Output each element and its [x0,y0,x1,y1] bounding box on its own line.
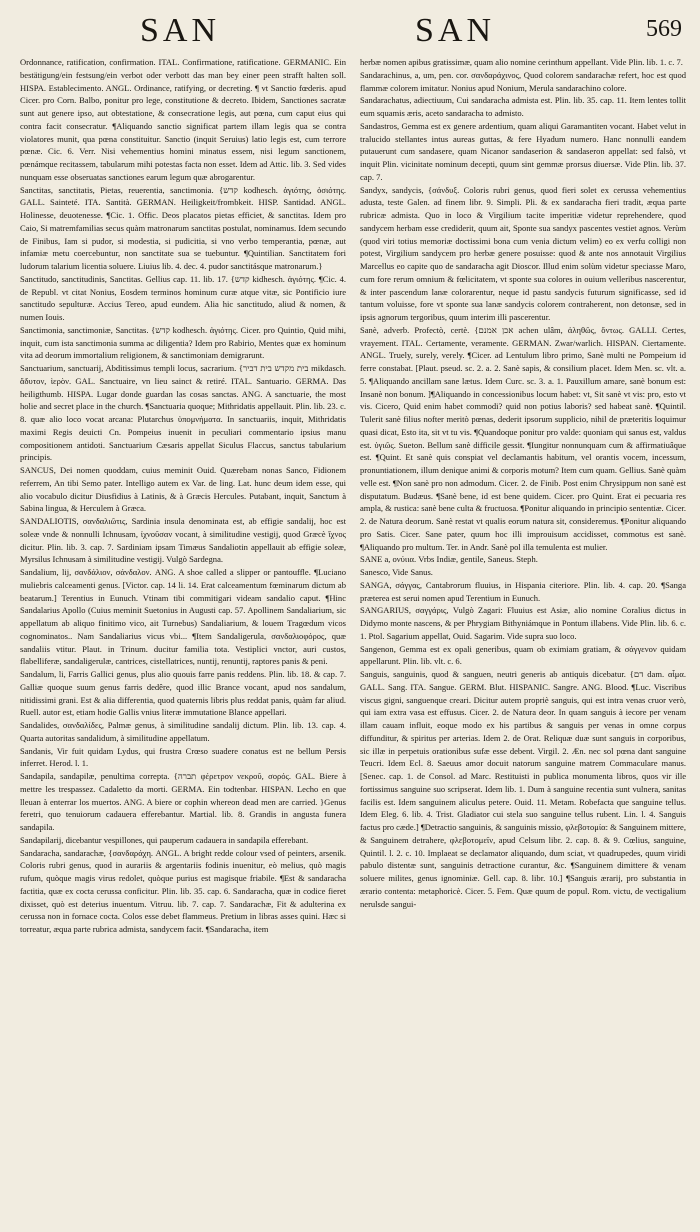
dictionary-entry: SANDALIOTIS, σανδαλιῶτις, Sardinia insula denominata est, ab effigie sandalij, hoc est soleæ vnde & nonnulli Ichnusam, ἰχνοῦσαν vocant, à similitudine vestigij, quod Græcè ἴχνος dicitur. Plin. lib. 3. cap. 7. Sardiniam ipsam Timæus Sandaliotin appellauit ab effigie soleæ, Myrsilus Ichnusam à similitudine vestigij. Vulgò Sardegna. [20,516,346,565]
left-column [20,56,346,1228]
dictionary-entry: Sandastros, Gemma est ex genere ardentium, quam aliqui Garamantiten vocant. Habet velut in tralucido stellantes intus aureas guttas, & fere Hyadum numero. Hanc nonnulli eandem putauerunt cum sandasere, quam Nicanor sandaserion & sandaseron appellat: sed falsò, vt inquit Plin. vicinitate nominum decepti, quum sint gemmæ prorsus diuersæ. Vide Plin. lib. 37. cap. 7. [360,120,686,182]
dictionary-entry: Sandapilarij, dicebantur vespillones, qui pauperum cadauera in sandapila efferebant. [20,834,309,845]
two-column-body [20,56,686,1228]
dictionary-entry: Sanctitudo, sanctitudinis, Sanctitas. Gellius cap. 11. lib. 17. {קדש kidhesch. ἁγιότης. ¶Cic. 4. de Republ. vt citat Nonius, Eosdem terminos hominum curæ atque vitæ, sic Pontificio iure sanctitudo sepulturæ. Accius Tereo, apud eundem. Alia hic sanctitudo, aliud & nomen, & numen Iouis. [20,273,346,322]
dictionary-entry: Sandalum, li, Farris Gallici genus, plus alio quouis farre panis reddens. Plin. lib. 18. & cap. 7. Galliæ quoque suum genus farris dedêre, quod illic Brance vocant, apud nos sandalum, nitidissimi grani. Est & alia differentia, quod quaternis libris plus reddat panis, quàm far aliud. Ruell. autor est, etiam hodie Gallis vnius literæ immutatione Blance appellari. [20,669,346,718]
dictionary-entry: SANCUS, Dei nomen quoddam, cuius meminit Ouid. Quærebam nonas Sanco, Fidionem referrem, An tibi Semo pater. Intelligo autem ex Var. de ling. Lat. hunc deum idem esse, qui alio vocabulo dicitur Diusfidius à Latinis, & à Græcis Hercules. Putabant, inquit, Sanctum à Sabina lingua, & Herculem à Græca. [20,465,346,514]
dictionary-entry: SANGARIUS, σαγγάρις, Vulgò Zagari: Fluuius est Asiæ, alio nomine Coralius dictus in Didymo monte nascens, & per Phrygiam Bithyniámque in Pontum illabens. Vide Plin. lib. 6. c. 1. Ptol. Sagarium appellat, Ouid. Sagarim. Vide supra suo loco. [360,605,686,641]
dictionary-entry: Sanesco, Vide Sanus. [360,567,433,577]
dictionary-entry: Sanctitas, sanctitatis, Pietas, reuerentia, sanctimonia. {קדש kodhesch. ἁγιότης, ὁσιότης. GALL. Sainteté. ITA. Santità. GERMAN. Heiligkeit/frombkeit. HISP. Santidad. ANGL. Holinesse, deuotenesse. ¶Cic. 1. Offic. Deos placatos pietas efficiet, & sanctitas. Idem pro Caio, Si matremfamilias secus quàm matronarum sanctitas postulat, nominamus. Idem secundo de Finibus, Iam si pudor, si modestia, si pudicitia, si vno verbo temperantia, pœnæ, aut infamiæ metu coercebuntur, non sanctitate sua se tuebuntur. ¶Quintilian. Sanctitatem fori ludorum talarium licentia soluere. Liuius lib. 4. dec. 4. pudor sanctitásque matronarum.} [20,184,346,271]
dictionary-entry: Sanè, adverb. Profectò, certè. {אכן אמנם achen ulâm, ἀληθῶς, ὄντως. GALLI. Certes, vrayement. ITAL. Certamente, veramente. GERMAN. Zwar/warlich. HISPAN. Ciertamente. ANGL. Truely, surely, verely. ¶Cicer. ad Lentulum libro primo, Sanè multi ne Pompeium id ferre constabat. [Plaut. pseud. sc. 2. a. 2. Sanè sapis, & consilium placet. Idem Men. sc. vlt. a. 5. ¶Aliquando ancillam sane lætus. Idem Curc. sc. 3. a. 1. Pauxillum amare, sanè bonum est: Insanè non bonum. ]¶Aliquando in concessionibus locum habet: vt, Sit sanè vt vis: pro, esto vt vis. Cicero, Quid enim habet commodi? quid non potius laboris? sed habeat sanè. ¶Quintil. Tulerit sanè filius nofter meritò pœnas, dederit ipsorum supplicio, nihil de præteritis loquimur quasi dicat, Esto ita, sit vt tu vis. ¶Quandoque ponitur pro valde: quoniam qui sanus est, valdus est. ὑγιῶς. Sueton. Bellum sanè difficile gessit. ¶Iungitur nonnunquam cum & affirmatiuâque est. ¶Quint. Et sanè quis conspiat vel declamantis habitum, vel orantis vocem, incessum, pronuntiationem, illum denique animi & corporis motum? Item cum quam. Gellius. Sanè quàm velle est. ¶Non sanè pro non admodum. Cicer. 2. de Finib. Post enim Chrysippum non sanè est disputatum. Budæus. ¶Sanè bene, id est bene quidem. Cicer. pro Quint. Erat ei pecuaria res ampla, & rustica: sanè bene culta & fructuosa. ¶Ponitur aliquando in principio sententiæ. Cicer. 2. de Natura deorum. Sanè restat vt qualis eorum natura sit, consideremus. ¶Ponitur aliquando pro Satis. Cicer. Sane pater, quum hoc illi improuisum accidisset, commotus est sanè. ¶Aliquando pro multum. Ter. in Andr. Sanè pol illa temulenta est mulier. [360,324,686,552]
dictionary-entry: Sandanis, Vir fuit quidam Lydus, qui frustra Crœso suadere conatus est ne bellum Persis inferret. Herod. l. 1. [20,745,346,769]
header-left-word: SAN [140,12,221,49]
dictionary-entry: Sandarachatus, adiectiuum, Cui sandaracha admista est. Plin. lib. 35. cap. 11. Item lentes tollit eum squamis æris, aceto sandaracha to admisto. [360,95,686,118]
header-right-word: SAN [415,12,496,49]
dictionary-entry: Sandalides, σανδαλίδες, Palmæ genus, à similitudine sandalij dictum. Plin. lib. 13. cap. 4. Quarta autoritas sandalidum, à similitudine appellatum. [20,720,346,743]
page-number: 569 [646,16,682,42]
dictionary-entry: Sandarachinus, a, um, pen. cor. σανδαράχινος, Quod colorem sandarachæ refert, hoc est quod flammæ colorem imitatur. Nonius apud Nonium, Merula sandarachino colore. [360,69,686,93]
right-column [360,56,686,1228]
dictionary-entry: Sanctuarium, sanctuarij, Abditissimus templi locus, sacrarium. {בית מקדש בית דביר mikdasch. ἄδυτον, ἱερὸν. GAL. Sanctuaire, vn lieu sainct & retiré. ITAL. Santuario. GERMA. Das heiligthumb. HISPA. Lugar donde guardan las cosas sanctas. ANG. A sanctuarie, the most holie and secret place in the church. ¶Sanctuaria quoque; Mithridatis appellauit. Plin. lib. 23. c. 8. quæ alio loco vocat arcana: Plutarchus ὑπομνήματα. In sanctuariis, inquit, Mithridatis maximi Regis deuicti Cn. Pompeius inuenit in peculiari commentario ipsius manu compositionem antidoti. Sanctuarium Cæsaris appellat Siculus Flaccus, sanctus tabularium principis. [20,363,346,463]
dictionary-entry: herbæ nomen apibus gratissimæ, quam alio nomine cerinthum appellant. Vide Plin. lib. 1. c. 7. [360,57,683,67]
dictionary-entry: Sanguis, sanguinis, quod & sanguen, neutri generis ab antiquis dicebatur. {דם dam. αἷμα. GALL. Sang. ITA. Sangue. GERM. Blut. HISPANIC. Sangre. ANG. Blood. ¶Luc. Viscribus viscus gigni, sanguenque creari. Dicitur autem propriè sanguis, qui est intra venas cruor verò, qui iam extra vasa est effusus. Cicer. 2. de Natura deor. In quam sanguis à iecore per venam illam cauam influit, eoque modo ex his partibus & sanguis per venas in omne corpus diffunditur, & spiritus per arterias. Idem 2. de Orat. Reliquæ duæ sunt sanguis in corporibus, sic illæ in perpetuis orationibus sufæ esse debent. Virgil. 2. Æn. nec sol pœna dant sanguine Teucri. Idem Ecl. 8. Saeuus amor docuit natorum sanguine matrem Commaculare manus. [Senec. cap. 1. de Consol. ad Marc. Restituisti in publica monumenta libros, quos vir ille fortissimus sanguine suo scripserat. Idem lib. 1. Dum à sanguine recentia sunt vulnera, sanitas facilis est. Idem sanguinem aliculus petere. Ouid. 11. Metam. Robefacta que sanguine tellus. Idem Eleg. 6. lib. 4. Trist. Gladiator cui stela suo sanguine tellus rubent. Lin. l. 4. Sanguis factus pro cæde.] ¶Detractio sanguinis, & sanguinis missio, φλεβοτομία: & Sanguinem mittere, & Sanguinem detrahere, φλεβοτομεῖν, apud Celsum libr. 2. cap. 8. & 9. Cœlius, sanguine, Quintil. l. 2. c. 10. Implaeat se declamator aliquando, dum sciat, vt quadrupedes, quum viridi pabulo distentæ sunt, sanguinis detractione curantur, &c. ¶Sanguinem dimittere & venam soluere milites, genus ignominiæ. Gell. cap. 8. libr. 10.] ¶Sanguis ærarij, pro substantia in ærario contenta: metaphoricè. Cicer. 5. Fem. Quæ quum de popul. Rom. victu, de vectigalium nerulsde sangui- [360,669,686,909]
dictionary-entry: Sandalium, lij, σανδάλιον, σάνδαλον. ANG. A shoe called a slipper or pantouffle. ¶Luciano muliebris calceamenti genus. [Victor. cap. 14 li. 14. Erat calceamentum fœminarum dictum ab beatarum.] Terentius in Eunuch. Vtinam tibi commitigari videam sandalio caput. ¶Hinc Sandalarius Apollo (Cuius meminit Suetonius in Augusti cap. 57. Apollinem Sandaliarium, sic appellatum ab aliquo finitimo vico, ait Turnebus) Sandaliarium, & louem Tragœdum vicos cognominatos.. Nam Sandaliarius vicus vbi... ¶Item Sandaligerula, σανδαλιοφόρος, quæ sandaliis vtitur. Plaut. in Trinum. ducitur familia tota. Vestiplici vnctor, auri custos, flabelliferæ, sandaligerulæ, cantrices, cistellatrices, nuntij, renuntij, raptores panis & peni. [20,567,346,667]
dictionary-entry: Sandapila, sandapilæ, penultima correpta. {תברה φέρετρον νεκροῦ, σορός. GAL. Biere à mettre les trespassez. Cadaletto da morti. GERMA. Ein todtenbar. HISPAN. Lecho en que lleuan à enterrar los muertos. ANG. A biere or cophin whereon dead men are carried. }Genus feretri, quo tenuiorum cadauera efferebantur. Martial. lib. 8. Grandis in angusta funera sandapila. [20,771,346,832]
dictionary-entry: Sanctimonia, sanctimoniæ, Sanctitas. {קדש kodhesch. ἁγιότης. Cicer. pro Quintio, Quid mihi, inquit, cum ista sanctimonia summa ac diligentia? Idem pro Rabirio, Mentes quæ ex hominum vita ad deorum immortalium religionem, & sanctimoniam demigrarunt. [20,324,346,361]
dictionary-entry: SANE a, ονύιια. Vrbs Indiæ, gentile, Saneus. Steph. [360,554,538,565]
dictionary-entry: Sandaracha, sandarachæ, {σανδαράχη. ANGL. A bright redde colour vsed of peinters, arsenik. Coloris rubri genus, quod in aurariis & argentariis fodinis inuenitur, eò melius, quò magis rufum, quòque magis virus redolet, quòque purius est magisque friabile. ¶Est & sandaracha factitia, quæ ex cocta cerussa conficitur. Plin. lib. 35. cap. 6. Sandaracha, quæ in codice fieret dixisset, quò est deterius inuentum. Vitruu. lib. 7. cap. 7. Sandarachæ, Fit & adulterina ex cerussa non in fornace cocta. Colos esse debet flammeus. Pretium in libras asses quini. Hæc si torreatur, æqua parte rubrica admista, sandycem facit. ¶Sandaracha, item [20,847,346,934]
dictionary-entry: SANGA, σάγγας, Cantabrorum fluuius, in Hispania citeriore. Plin. lib. 4. cap. 20. ¶Sanga præterea est serui nomen apud Terentium in Eunuch. [360,579,686,603]
dictionary-entry: Ordonnance, ratification, confirmation. ITAL. Confirmatione, ratificatione. GERMANIC. Ein bestätigung/ein festsung/ein verbot oder verbott das man bey einer peen strafft halten soll. HISPA. Establecimento. ANGL. Ordinance, ratifying, or decreting. ¶ vt Sanctio fœderis. apud Cicer. pro Corn. Balbo, ponitur pro lege, constitutione & decreto. Ibidem, Sanctiones sacratæ sunt aut genere ipso, aut obtestatione, & consecratione legis, aut pœna, cum caput eius qui contra facit consecratur. ¶Aliquando sanctio significat partem illam legis qua se contra violatores munit, qua pœna constituitur. Sanctio (inquit Seruius) latio legis est, cum terrore pœnæ. Cic. 6. Verr. Nisi vehementius homini minatus essem, nisi legum sanctionem, pœnámque recitassem, tabularum mihi potestas facta non esset. Idem ad Attic. lib. 3. Sed vides nunquam esse obseruatas sanctiones earum legum quæ abrogarentur. [20,57,346,182]
running-header [20,0,686,54]
dictionary-entry: Sangenon, Gemma est ex opali generibus, quam ob eximiam gratiam, & σάγγενον quidam appellarunt. Plin. lib. vlt. c. 6. [360,643,686,667]
dictionary-entry: Sandyx, sandycis, {σάνδυξ. Coloris rubri genus, quod fieri solet ex cerussa vehementius adusta, teste Galen. ad finem libr. 9. Simpli. Pli. & ex sandaracha fieri tradit, æqua parte rubricæ admista. Quo in loco & Virgilium tacite imperitiæ videtur reprehendere, quod sandycem herbam esse crediderit, quum ait, Sponte sua sandyx pascentes vestiet agnos. Verùm (quod viri totius memoriæ doctissimi bona cum venia dictum velim) eo ex verfu colligi non potest, Virgilium sandycem pro herbæ genere posuisse: quod & ante nos annotauit Virgilius Marcellus eo capite quo de sandaracha agit Dioscor. Illud enim solùm videtur speciasse Maro, cum fore rerum omnium & fœlicitatem, vt sponte sua colores in ouium velleribus nascerentur, & inter pascendum lanæ colorarentur, neque id pastu sandycis futurum significasse, sed id tantum voluisse, fore vt sponte sua lanæ sandycis colorem contraherent, non detonsæ, sed in ipsis agnorum tergoribus, quum interim illi pascerentur. [360,184,686,322]
